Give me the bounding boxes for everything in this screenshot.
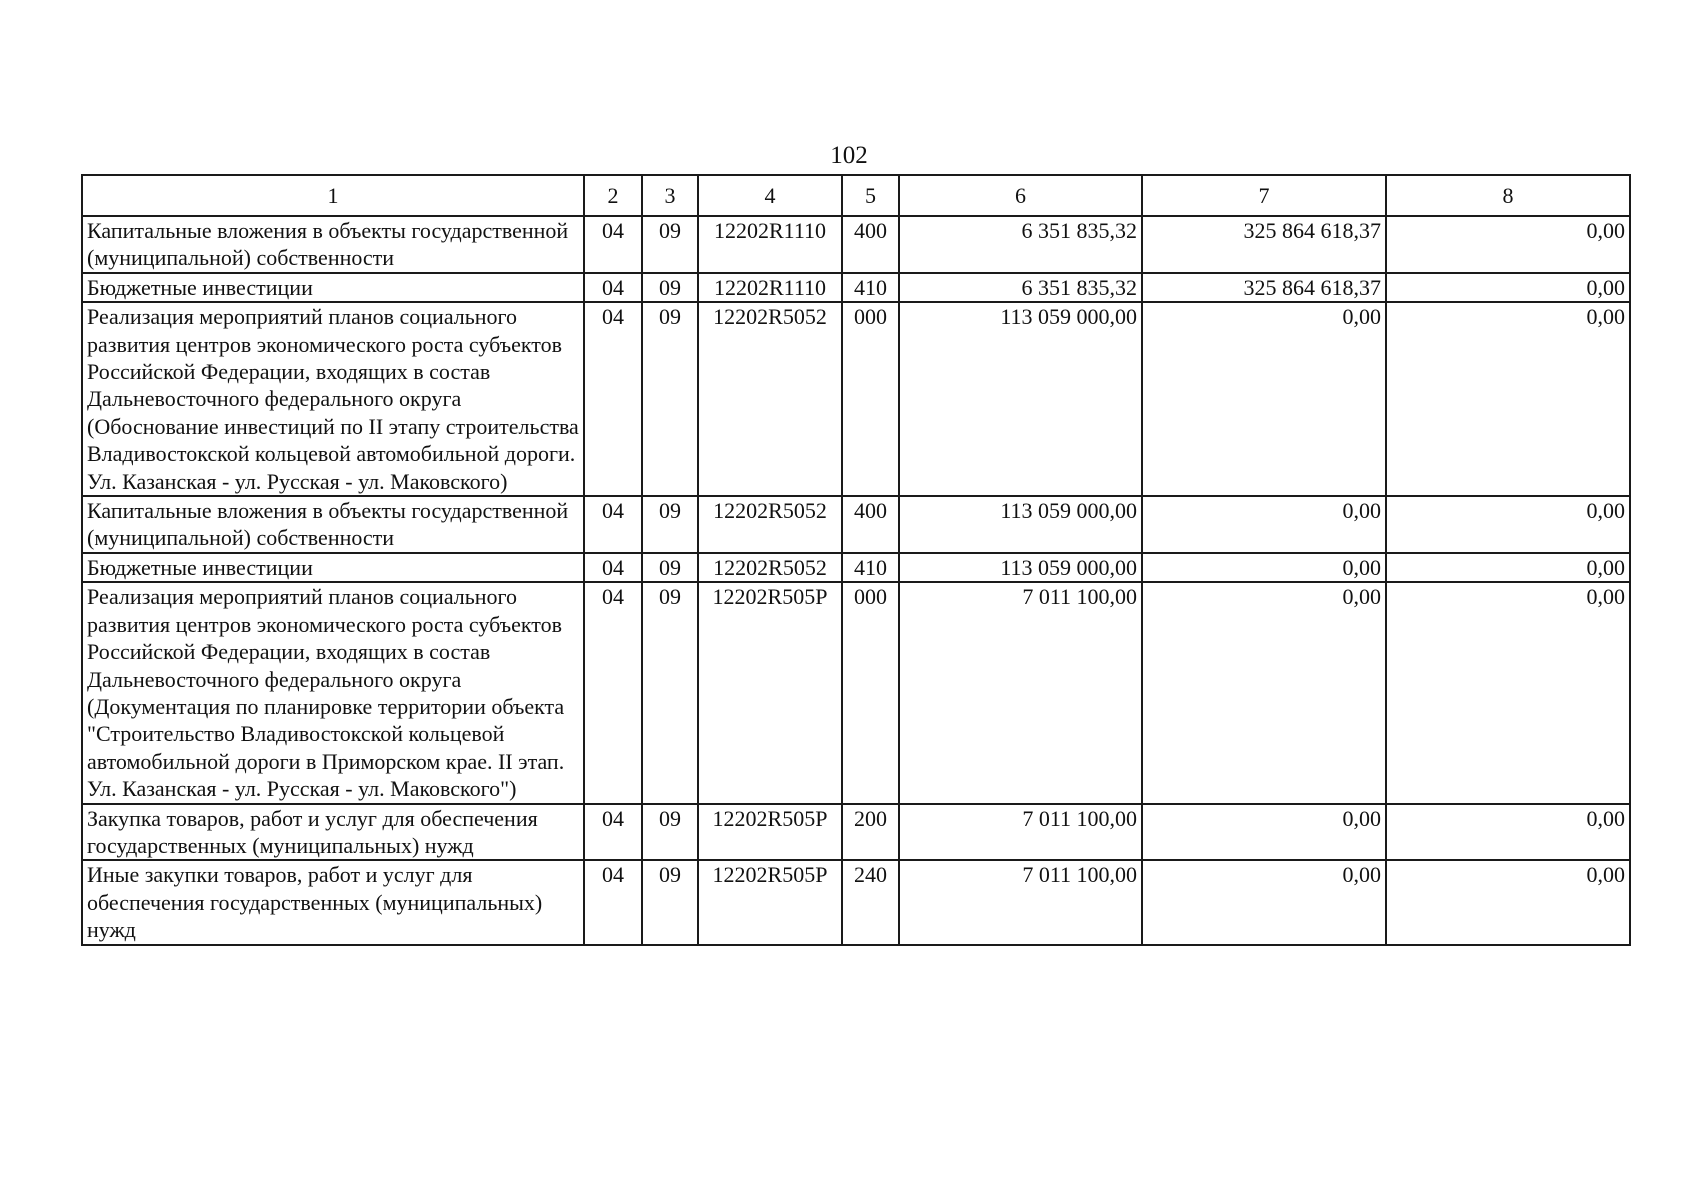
amount-col-7: 325 864 618,37 xyxy=(1142,273,1386,302)
amount-col-7: 325 864 618,37 xyxy=(1142,216,1386,273)
amount-col-8: 0,00 xyxy=(1386,496,1630,553)
section-code: 04 xyxy=(584,582,642,803)
row-name: Реализация мероприятий планов социального развития центров экономического роста субъектов Российской Федерации, входящих в состав Дальневосточного федерального округа (Обоснование инвестиций по II этапу строительства Владивостокской кольцевой автомобильной дороги. Ул. Казанская - ул. Русская - ул. Маковского) xyxy=(82,302,584,496)
amount-col-6: 7 011 100,00 xyxy=(899,582,1142,803)
amount-col-7: 0,00 xyxy=(1142,302,1386,496)
amount-col-6: 113 059 000,00 xyxy=(899,496,1142,553)
subsection-code: 09 xyxy=(642,273,698,302)
amount-col-6: 6 351 835,32 xyxy=(899,273,1142,302)
target-article-code: 12202R505P xyxy=(698,860,842,944)
amount-col-7: 0,00 xyxy=(1142,553,1386,582)
subsection-code: 09 xyxy=(642,302,698,496)
column-header-5: 5 xyxy=(842,175,899,216)
section-code: 04 xyxy=(584,302,642,496)
amount-col-6: 6 351 835,32 xyxy=(899,216,1142,273)
section-code: 04 xyxy=(584,273,642,302)
target-article-code: 12202R505P xyxy=(698,582,842,803)
amount-col-8: 0,00 xyxy=(1386,273,1630,302)
amount-col-7: 0,00 xyxy=(1142,804,1386,861)
table-row xyxy=(82,582,1630,803)
row-name: Бюджетные инвестиции xyxy=(82,273,584,302)
section-code: 04 xyxy=(584,496,642,553)
page-number: 102 xyxy=(830,142,868,169)
amount-col-6: 113 059 000,00 xyxy=(899,553,1142,582)
section-code: 04 xyxy=(584,860,642,944)
amount-col-6: 113 059 000,00 xyxy=(899,302,1142,496)
budget-table xyxy=(81,174,1631,946)
section-code: 04 xyxy=(584,216,642,273)
target-article-code: 12202R5052 xyxy=(698,302,842,496)
table-row xyxy=(82,804,1630,861)
row-name: Иные закупки товаров, работ и услуг для обеспечения государственных (муниципальных) нужд xyxy=(82,860,584,944)
target-article-code: 12202R1110 xyxy=(698,273,842,302)
row-name: Реализация мероприятий планов социального развития центров экономического роста субъектов Российской Федерации, входящих в состав Дальневосточного федерального округа (Документация по планировке территории объекта "Строительство Владивостокской кольцевой автомобильной дороги в Приморском крае. II этап. Ул. Казанская - ул. Русская - ул. Маковского") xyxy=(82,582,584,803)
amount-col-6: 7 011 100,00 xyxy=(899,860,1142,944)
amount-col-8: 0,00 xyxy=(1386,553,1630,582)
header-row xyxy=(82,175,1630,216)
expense-type-code: 410 xyxy=(842,273,899,302)
amount-col-8: 0,00 xyxy=(1386,302,1630,496)
amount-col-8: 0,00 xyxy=(1386,216,1630,273)
column-header-2: 2 xyxy=(584,175,642,216)
subsection-code: 09 xyxy=(642,860,698,944)
table-row xyxy=(82,302,1630,496)
column-header-7: 7 xyxy=(1142,175,1386,216)
column-header-8: 8 xyxy=(1386,175,1630,216)
column-header-1: 1 xyxy=(82,175,584,216)
target-article-code: 12202R1110 xyxy=(698,216,842,273)
expense-type-code: 000 xyxy=(842,582,899,803)
expense-type-code: 000 xyxy=(842,302,899,496)
subsection-code: 09 xyxy=(642,216,698,273)
amount-col-8: 0,00 xyxy=(1386,804,1630,861)
expense-type-code: 410 xyxy=(842,553,899,582)
subsection-code: 09 xyxy=(642,804,698,861)
subsection-code: 09 xyxy=(642,582,698,803)
target-article-code: 12202R505P xyxy=(698,804,842,861)
column-header-3: 3 xyxy=(642,175,698,216)
expense-type-code: 400 xyxy=(842,216,899,273)
row-name: Капитальные вложения в объекты государственной (муниципальной) собственности xyxy=(82,496,584,553)
table-row xyxy=(82,273,1630,302)
subsection-code: 09 xyxy=(642,496,698,553)
expense-type-code: 240 xyxy=(842,860,899,944)
table-row xyxy=(82,496,1630,553)
table-row xyxy=(82,860,1630,944)
amount-col-7: 0,00 xyxy=(1142,860,1386,944)
subsection-code: 09 xyxy=(642,553,698,582)
amount-col-7: 0,00 xyxy=(1142,496,1386,553)
row-name: Закупка товаров, работ и услуг для обеспечения государственных (муниципальных) нужд xyxy=(82,804,584,861)
target-article-code: 12202R5052 xyxy=(698,496,842,553)
section-code: 04 xyxy=(584,553,642,582)
amount-col-8: 0,00 xyxy=(1386,860,1630,944)
table-row xyxy=(82,216,1630,273)
amount-col-7: 0,00 xyxy=(1142,582,1386,803)
expense-type-code: 400 xyxy=(842,496,899,553)
row-name: Капитальные вложения в объекты государственной (муниципальной) собственности xyxy=(82,216,584,273)
table-row xyxy=(82,553,1630,582)
amount-col-6: 7 011 100,00 xyxy=(899,804,1142,861)
row-name: Бюджетные инвестиции xyxy=(82,553,584,582)
target-article-code: 12202R5052 xyxy=(698,553,842,582)
amount-col-8: 0,00 xyxy=(1386,582,1630,803)
section-code: 04 xyxy=(584,804,642,861)
expense-type-code: 200 xyxy=(842,804,899,861)
column-header-4: 4 xyxy=(698,175,842,216)
column-header-6: 6 xyxy=(899,175,1142,216)
